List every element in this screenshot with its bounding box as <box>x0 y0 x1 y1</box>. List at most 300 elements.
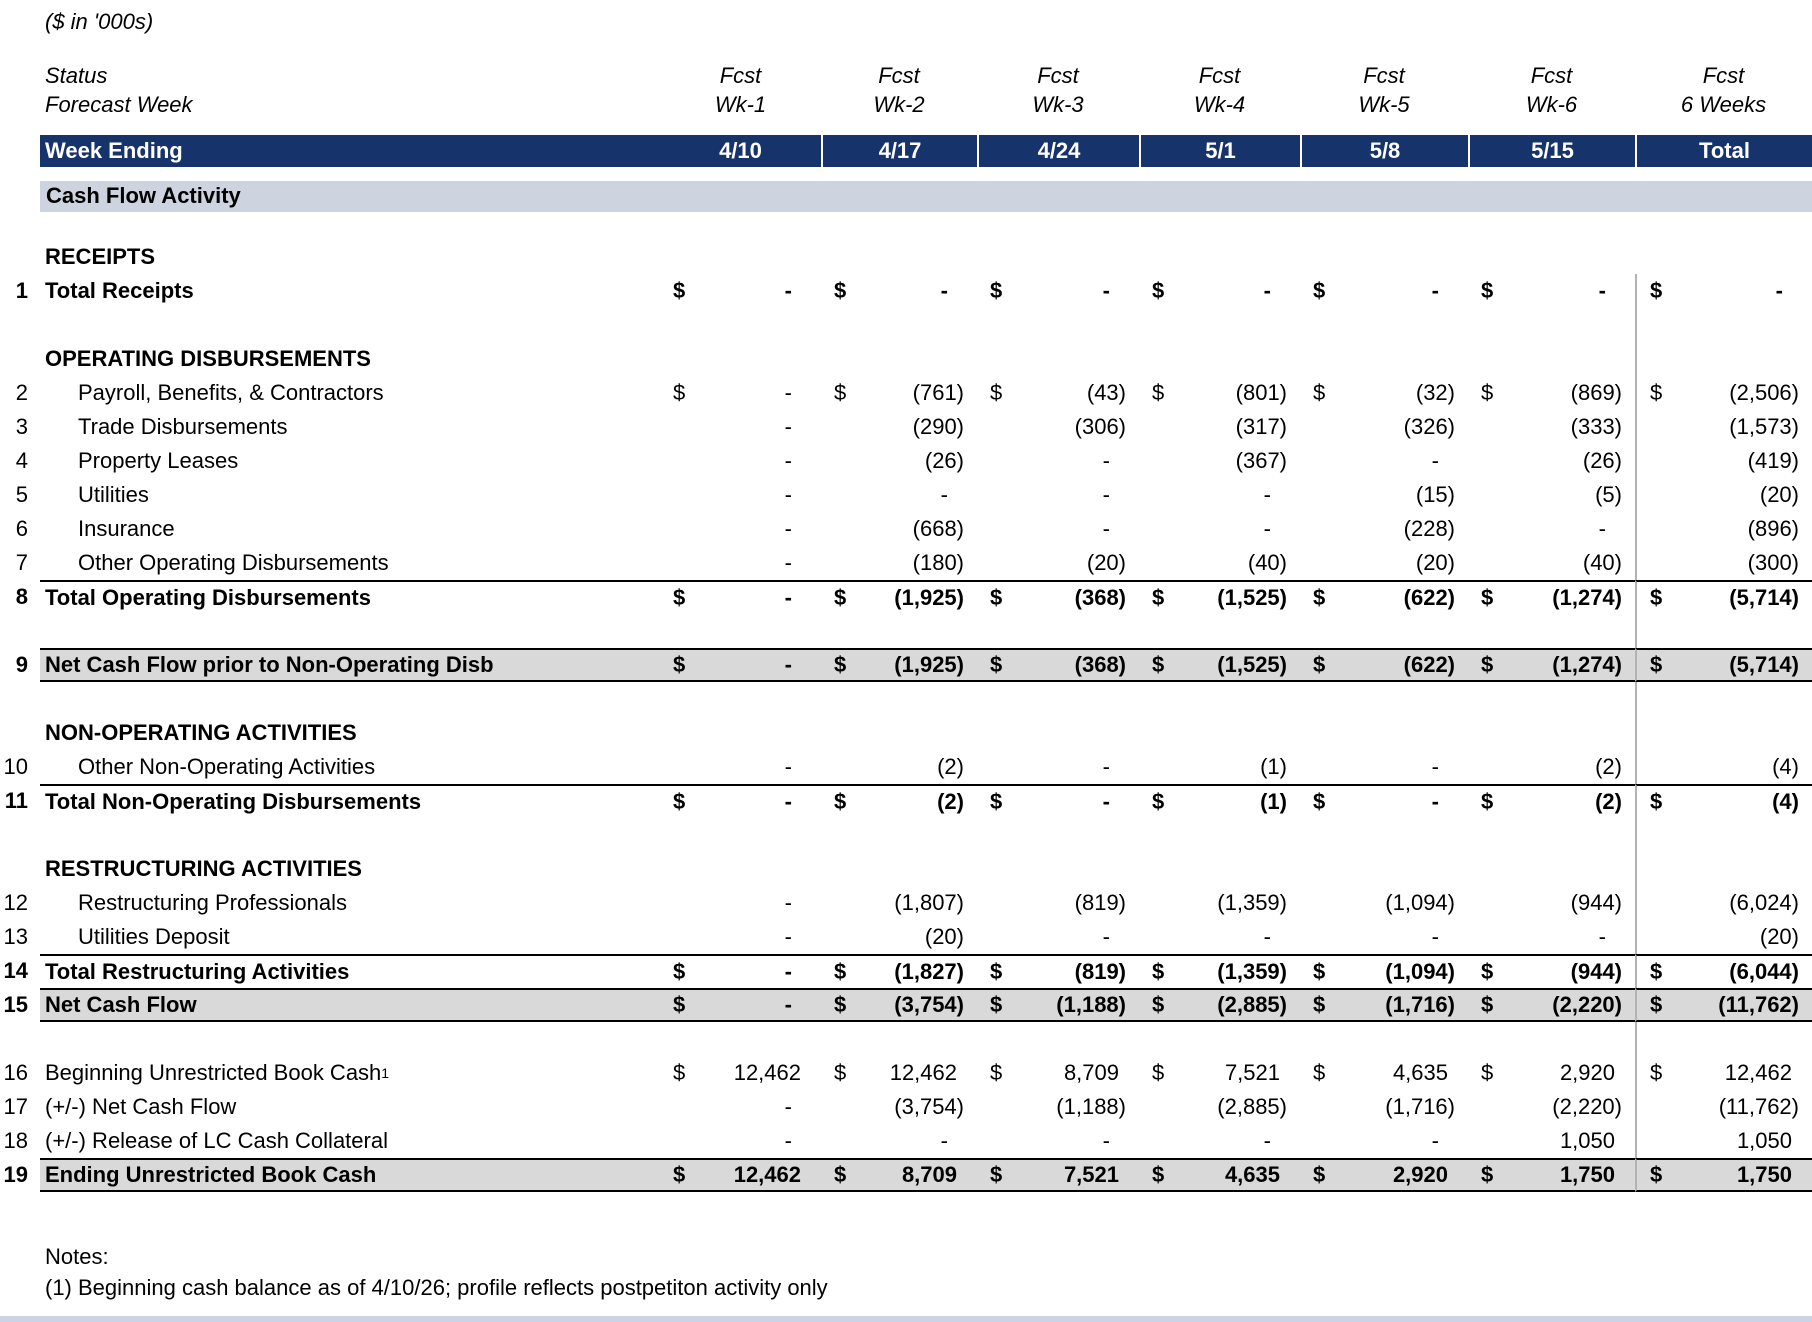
cell-value: (1,716) <box>1385 1093 1455 1119</box>
cash-flow-activity-bar <box>0 181 1812 212</box>
cell-value: (2,885) <box>1217 1093 1287 1119</box>
value-cell-col-6 <box>1468 988 1635 1022</box>
row-label <box>40 308 660 342</box>
value-cell-col-2 <box>821 648 977 682</box>
cell-value: - <box>784 277 792 303</box>
cell-value: (1) <box>1260 788 1287 814</box>
currency-symbol: $ <box>1650 584 1663 610</box>
cell-value: - <box>784 923 792 949</box>
row-number <box>0 342 40 376</box>
row-label: Restructuring Professionals <box>78 889 348 915</box>
value-cell-col-3 <box>977 342 1139 376</box>
cell-value: 12,462 <box>733 1059 801 1085</box>
cell-value: - <box>1431 277 1439 303</box>
value-cell-col-2 <box>821 954 977 988</box>
table-row <box>0 546 1812 580</box>
value-cell-col-5 <box>1300 410 1468 444</box>
value-cell-col-5 <box>1300 308 1468 342</box>
value-cell-col-5 <box>1300 614 1468 648</box>
value-cell-col-6 <box>1468 410 1635 444</box>
value-cell-col-6 <box>1468 478 1635 512</box>
table-row <box>0 648 1812 682</box>
cell-value: (1,925) <box>894 651 964 677</box>
cell-value: - <box>940 1127 948 1153</box>
cell-value: (1,359) <box>1217 958 1287 984</box>
value-cell-col-6 <box>1468 852 1635 886</box>
value-cell-col-1 <box>660 614 821 648</box>
table-row <box>0 444 1812 478</box>
currency-symbol: $ <box>990 379 1003 405</box>
currency-symbol: $ <box>1313 1059 1326 1085</box>
row-number <box>0 682 40 716</box>
value-cell-col-3 <box>977 1090 1139 1124</box>
cell-value: - <box>1102 753 1110 779</box>
value-cell-col-4 <box>1139 1158 1300 1192</box>
table-row <box>0 1056 1812 1090</box>
cell-value: (32) <box>1415 379 1455 405</box>
cell-value: (40) <box>1247 549 1287 575</box>
value-cell-col-5 <box>1300 1158 1468 1192</box>
row-number: 7 <box>15 549 28 575</box>
row-label: OPERATING DISBURSEMENTS <box>45 345 371 371</box>
value-cell-col-3 <box>977 240 1139 274</box>
value-cell-col-5 <box>1300 954 1468 988</box>
row-label: Total Restructuring Activities <box>40 954 660 988</box>
currency-symbol: $ <box>1152 788 1165 814</box>
column-week-7: 6 Weeks <box>1680 92 1767 118</box>
cell-value: (367) <box>1235 447 1287 473</box>
value-cell-col-3 <box>977 1124 1139 1158</box>
table-row <box>0 478 1812 512</box>
value-cell-col-3 <box>977 920 1139 954</box>
cell-value: (43) <box>1086 379 1126 405</box>
value-cell-col-5 <box>1300 342 1468 376</box>
currency-symbol: $ <box>834 584 847 610</box>
cell-value: - <box>784 788 792 814</box>
value-cell-col-5 <box>1300 920 1468 954</box>
currency-symbol: $ <box>1313 379 1326 405</box>
currency-symbol: $ <box>1650 651 1663 677</box>
currency-symbol: $ <box>1481 651 1494 677</box>
row-label: (+/-) Net Cash Flow <box>45 1093 237 1119</box>
cell-value: 1,750 <box>1736 1161 1792 1187</box>
value-cell-col-1 <box>660 954 821 988</box>
cell-value: (20) <box>1086 549 1126 575</box>
row-label: Property Leases <box>78 447 239 473</box>
value-cell-col-1 <box>660 274 821 308</box>
value-cell-col-2 <box>821 682 977 716</box>
value-cell-col-2 <box>821 308 977 342</box>
value-cell-col-4 <box>1139 410 1300 444</box>
table-row <box>0 784 1812 818</box>
row-number: 17 <box>3 1093 28 1119</box>
value-cell-col-2 <box>821 920 977 954</box>
value-cell-col-6 <box>1468 886 1635 920</box>
cell-value: 8,709 <box>901 1161 957 1187</box>
value-cell-col-4 <box>1139 818 1300 852</box>
spacer-row <box>0 818 1812 852</box>
cell-value: 12,462 <box>1724 1059 1792 1085</box>
currency-symbol: $ <box>1152 958 1165 984</box>
cell-value: - <box>1431 788 1439 814</box>
value-cell-col-3 <box>977 614 1139 648</box>
value-cell-col-2 <box>821 1090 977 1124</box>
value-cell-col-4 <box>1139 920 1300 954</box>
spacer-row <box>0 308 1812 342</box>
value-cell-col-2 <box>821 1056 977 1090</box>
section-header-row <box>0 852 1812 886</box>
value-cell-col-1 <box>660 750 821 784</box>
cell-value: (4) <box>1772 753 1799 779</box>
cell-value: (3,754) <box>894 1093 964 1119</box>
value-cell-col-1 <box>660 716 821 750</box>
table-row <box>0 580 1812 614</box>
value-cell-col-3 <box>977 852 1139 886</box>
value-cell-col-6 <box>1468 444 1635 478</box>
currency-symbol: $ <box>673 958 686 984</box>
row-number: 9 <box>15 651 28 677</box>
cell-value: (1,188) <box>1056 991 1126 1017</box>
cell-value: (1,925) <box>894 584 964 610</box>
value-cell-col-4 <box>1139 1056 1300 1090</box>
cell-value: - <box>1598 923 1606 949</box>
cell-value: - <box>940 481 948 507</box>
cash-flow-activity-label: Cash Flow Activity <box>40 181 1812 212</box>
cell-value: (20) <box>924 923 964 949</box>
table-row <box>0 512 1812 546</box>
column-date-3: 4/24 <box>977 135 1139 167</box>
cell-value: (2) <box>1595 753 1622 779</box>
units-label: ($ in '000s) <box>45 8 154 34</box>
row-label: Net Cash Flow <box>40 988 660 1022</box>
cell-value: - <box>784 753 792 779</box>
row-number: 4 <box>15 447 28 473</box>
cell-value: (1,525) <box>1217 584 1287 610</box>
cell-value: - <box>1431 447 1439 473</box>
row-number: 15 <box>3 991 28 1017</box>
currency-symbol: $ <box>1481 1161 1494 1187</box>
cell-value: (1,573) <box>1729 413 1799 439</box>
value-cell-col-6 <box>1468 1090 1635 1124</box>
column-status-3: Fcst <box>1037 63 1079 89</box>
cell-value: - <box>784 515 792 541</box>
currency-symbol: $ <box>1481 788 1494 814</box>
currency-symbol: $ <box>834 651 847 677</box>
cell-value: - <box>784 379 792 405</box>
value-cell-col-3 <box>977 410 1139 444</box>
value-cell-col-6 <box>1468 750 1635 784</box>
row-number: 16 <box>3 1059 28 1085</box>
table-row <box>0 954 1812 988</box>
value-cell-col-6 <box>1468 274 1635 308</box>
value-cell-col-5 <box>1300 240 1468 274</box>
week-ending-label: Week Ending <box>40 135 660 167</box>
value-cell-col-2 <box>821 852 977 886</box>
value-cell-col-1 <box>660 512 821 546</box>
cell-value: (368) <box>1074 651 1126 677</box>
value-cell-col-4 <box>1139 308 1300 342</box>
cell-value: - <box>1102 277 1110 303</box>
value-cell-col-5 <box>1300 784 1468 818</box>
value-cell-col-3 <box>977 478 1139 512</box>
cell-value: (26) <box>924 447 964 473</box>
row-number: 1 <box>15 277 28 303</box>
cell-value: (1,094) <box>1385 958 1455 984</box>
cell-value: 4,635 <box>1392 1059 1448 1085</box>
value-cell-col-3 <box>977 512 1139 546</box>
cell-value: (6,044) <box>1729 958 1799 984</box>
row-label: Total Operating Disbursements <box>40 580 660 614</box>
value-cell-col-6 <box>1468 954 1635 988</box>
value-cell-col-7 <box>1635 240 1812 274</box>
cell-value: (1,274) <box>1552 584 1622 610</box>
row-number <box>0 716 40 750</box>
row-number: 19 <box>3 1161 28 1187</box>
value-cell-col-1 <box>660 682 821 716</box>
column-status-6: Fcst <box>1530 63 1573 89</box>
value-cell-col-6 <box>1468 1124 1635 1158</box>
cell-value: (2) <box>937 788 964 814</box>
value-cell-col-3 <box>977 274 1139 308</box>
value-cell-col-2 <box>821 988 977 1022</box>
value-cell-col-6 <box>1468 308 1635 342</box>
cell-value: - <box>1102 1127 1110 1153</box>
section-header-row <box>0 342 1812 376</box>
column-status-4: Fcst <box>1198 63 1241 89</box>
value-cell-col-4 <box>1139 852 1300 886</box>
cell-value: (5,714) <box>1729 584 1799 610</box>
row-number <box>0 852 40 886</box>
value-cell-col-7 <box>1635 274 1812 308</box>
value-cell-col-7 <box>1635 920 1812 954</box>
row-label: Other Non-Operating Activities <box>78 753 376 779</box>
value-cell-col-5 <box>1300 682 1468 716</box>
cell-value: - <box>1263 515 1271 541</box>
currency-symbol: $ <box>1152 991 1165 1017</box>
value-cell-col-2 <box>821 342 977 376</box>
cell-value: - <box>784 481 792 507</box>
cell-value: - <box>784 413 792 439</box>
cell-value: (761) <box>912 379 964 405</box>
row-label: RESTRUCTURING ACTIVITIES <box>45 855 362 881</box>
column-status-2: Fcst <box>878 63 920 89</box>
cell-value: (869) <box>1570 379 1622 405</box>
cell-value: (1,094) <box>1385 889 1455 915</box>
value-cell-col-3 <box>977 580 1139 614</box>
currency-symbol: $ <box>834 1059 847 1085</box>
column-date-1: 4/10 <box>660 135 821 167</box>
value-cell-col-1 <box>660 240 821 274</box>
value-cell-col-6 <box>1468 1022 1635 1056</box>
cell-value: (2,220) <box>1552 1093 1622 1119</box>
currency-symbol: $ <box>990 991 1003 1017</box>
value-cell-col-6 <box>1468 240 1635 274</box>
currency-symbol: $ <box>990 958 1003 984</box>
cell-value: - <box>1102 788 1110 814</box>
currency-symbol: $ <box>1152 1161 1165 1187</box>
currency-symbol: $ <box>673 277 686 303</box>
cell-value: (300) <box>1747 549 1799 575</box>
value-cell-col-7 <box>1635 580 1812 614</box>
currency-symbol: $ <box>1650 958 1663 984</box>
section-header-row <box>0 716 1812 750</box>
value-cell-col-7 <box>1635 1124 1812 1158</box>
currency-symbol: $ <box>1313 277 1326 303</box>
row-label: Ending Unrestricted Book Cash <box>40 1158 660 1192</box>
value-cell-col-7 <box>1635 410 1812 444</box>
forecast-week-header-row <box>0 91 1812 120</box>
column-week-5: Wk-5 <box>1358 92 1410 118</box>
value-cell-col-4 <box>1139 614 1300 648</box>
cell-value: - <box>784 584 792 610</box>
value-cell-col-2 <box>821 240 977 274</box>
cell-value: (333) <box>1570 413 1622 439</box>
column-date-6: 5/15 <box>1468 135 1635 167</box>
currency-symbol: $ <box>834 958 847 984</box>
value-cell-col-5 <box>1300 376 1468 410</box>
cash-flow-table <box>0 240 1812 1192</box>
table-row <box>0 920 1812 954</box>
currency-symbol: $ <box>1313 651 1326 677</box>
value-cell-col-2 <box>821 274 977 308</box>
value-cell-col-7 <box>1635 784 1812 818</box>
value-cell-col-4 <box>1139 580 1300 614</box>
value-cell-col-2 <box>821 716 977 750</box>
cell-value: (317) <box>1235 413 1287 439</box>
cell-value: 12,462 <box>889 1059 957 1085</box>
row-label: NON-OPERATING ACTIVITIES <box>45 719 357 745</box>
value-cell-col-3 <box>977 886 1139 920</box>
value-cell-col-5 <box>1300 852 1468 886</box>
value-cell-col-3 <box>977 988 1139 1022</box>
value-cell-col-2 <box>821 784 977 818</box>
value-cell-col-7 <box>1635 546 1812 580</box>
row-number-gutter <box>0 181 40 212</box>
value-cell-col-4 <box>1139 648 1300 682</box>
column-date-5: 5/8 <box>1300 135 1468 167</box>
value-cell-col-3 <box>977 716 1139 750</box>
value-cell-col-4 <box>1139 784 1300 818</box>
cell-value: (819) <box>1074 889 1126 915</box>
value-cell-col-7 <box>1635 512 1812 546</box>
table-row <box>0 988 1812 1022</box>
value-cell-col-5 <box>1300 478 1468 512</box>
value-cell-col-2 <box>821 512 977 546</box>
value-cell-col-2 <box>821 1158 977 1192</box>
table-row <box>0 1158 1812 1192</box>
value-cell-col-7 <box>1635 988 1812 1022</box>
cell-value: 2,920 <box>1392 1161 1448 1187</box>
value-cell-col-5 <box>1300 1090 1468 1124</box>
cell-value: (20) <box>1759 481 1799 507</box>
value-cell-col-1 <box>660 852 821 886</box>
table-row <box>0 750 1812 784</box>
value-cell-col-1 <box>660 1022 821 1056</box>
cell-value: (944) <box>1570 889 1622 915</box>
cell-value: (1,188) <box>1056 1093 1126 1119</box>
value-cell-col-5 <box>1300 988 1468 1022</box>
currency-symbol: $ <box>673 379 686 405</box>
cell-value: 7,521 <box>1224 1059 1280 1085</box>
value-cell-col-5 <box>1300 1022 1468 1056</box>
cell-value: (2,885) <box>1217 991 1287 1017</box>
cell-value: - <box>1263 923 1271 949</box>
value-cell-col-2 <box>821 546 977 580</box>
value-cell-col-1 <box>660 988 821 1022</box>
value-cell-col-2 <box>821 614 977 648</box>
column-date-4: 5/1 <box>1139 135 1300 167</box>
cell-value: (1,274) <box>1552 651 1622 677</box>
value-cell-col-4 <box>1139 886 1300 920</box>
currency-symbol: $ <box>1650 991 1663 1017</box>
value-cell-col-1 <box>660 342 821 376</box>
cell-value: (622) <box>1403 651 1455 677</box>
cell-value: - <box>1102 481 1110 507</box>
value-cell-col-6 <box>1468 1056 1635 1090</box>
currency-symbol: $ <box>1481 958 1494 984</box>
currency-symbol: $ <box>990 584 1003 610</box>
value-cell-col-6 <box>1468 614 1635 648</box>
value-cell-col-7 <box>1635 444 1812 478</box>
cell-value: 1,050 <box>1559 1127 1615 1153</box>
value-cell-col-5 <box>1300 546 1468 580</box>
cell-value: - <box>784 889 792 915</box>
notes-block <box>45 1242 1812 1304</box>
value-cell-col-5 <box>1300 750 1468 784</box>
cell-value: (622) <box>1403 584 1455 610</box>
value-cell-col-7 <box>1635 682 1812 716</box>
value-cell-col-2 <box>821 410 977 444</box>
row-label: Utilities Deposit <box>78 923 230 949</box>
value-cell-col-1 <box>660 886 821 920</box>
row-label: Net Cash Flow prior to Non-Operating Disb <box>40 648 660 682</box>
value-cell-col-7 <box>1635 342 1812 376</box>
row-number: 6 <box>15 515 28 541</box>
value-cell-col-2 <box>821 1124 977 1158</box>
currency-symbol: $ <box>1313 1161 1326 1187</box>
currency-symbol: $ <box>834 379 847 405</box>
cell-value: (5) <box>1595 481 1622 507</box>
spacer-row <box>0 614 1812 648</box>
currency-symbol: $ <box>1650 1059 1663 1085</box>
cell-value: 7,521 <box>1063 1161 1119 1187</box>
cell-value: 1,050 <box>1736 1127 1792 1153</box>
cell-value: - <box>1431 923 1439 949</box>
currency-symbol: $ <box>1152 1059 1165 1085</box>
currency-symbol: $ <box>990 651 1003 677</box>
value-cell-col-1 <box>660 920 821 954</box>
currency-symbol: $ <box>990 788 1003 814</box>
week-ending-bar <box>0 135 1812 167</box>
row-number: 5 <box>15 481 28 507</box>
cell-value: - <box>1263 481 1271 507</box>
table-row <box>0 1124 1812 1158</box>
currency-symbol: $ <box>673 584 686 610</box>
currency-symbol: $ <box>1313 958 1326 984</box>
row-label: Utilities <box>78 481 149 507</box>
cell-value: - <box>1263 277 1271 303</box>
value-cell-col-5 <box>1300 716 1468 750</box>
value-cell-col-3 <box>977 682 1139 716</box>
value-cell-col-1 <box>660 648 821 682</box>
value-cell-col-4 <box>1139 240 1300 274</box>
value-cell-col-2 <box>821 376 977 410</box>
value-cell-col-7 <box>1635 886 1812 920</box>
cell-value: (1,716) <box>1385 991 1455 1017</box>
cell-value: (3,754) <box>894 991 964 1017</box>
row-number: 14 <box>3 957 28 983</box>
value-cell-col-1 <box>660 444 821 478</box>
